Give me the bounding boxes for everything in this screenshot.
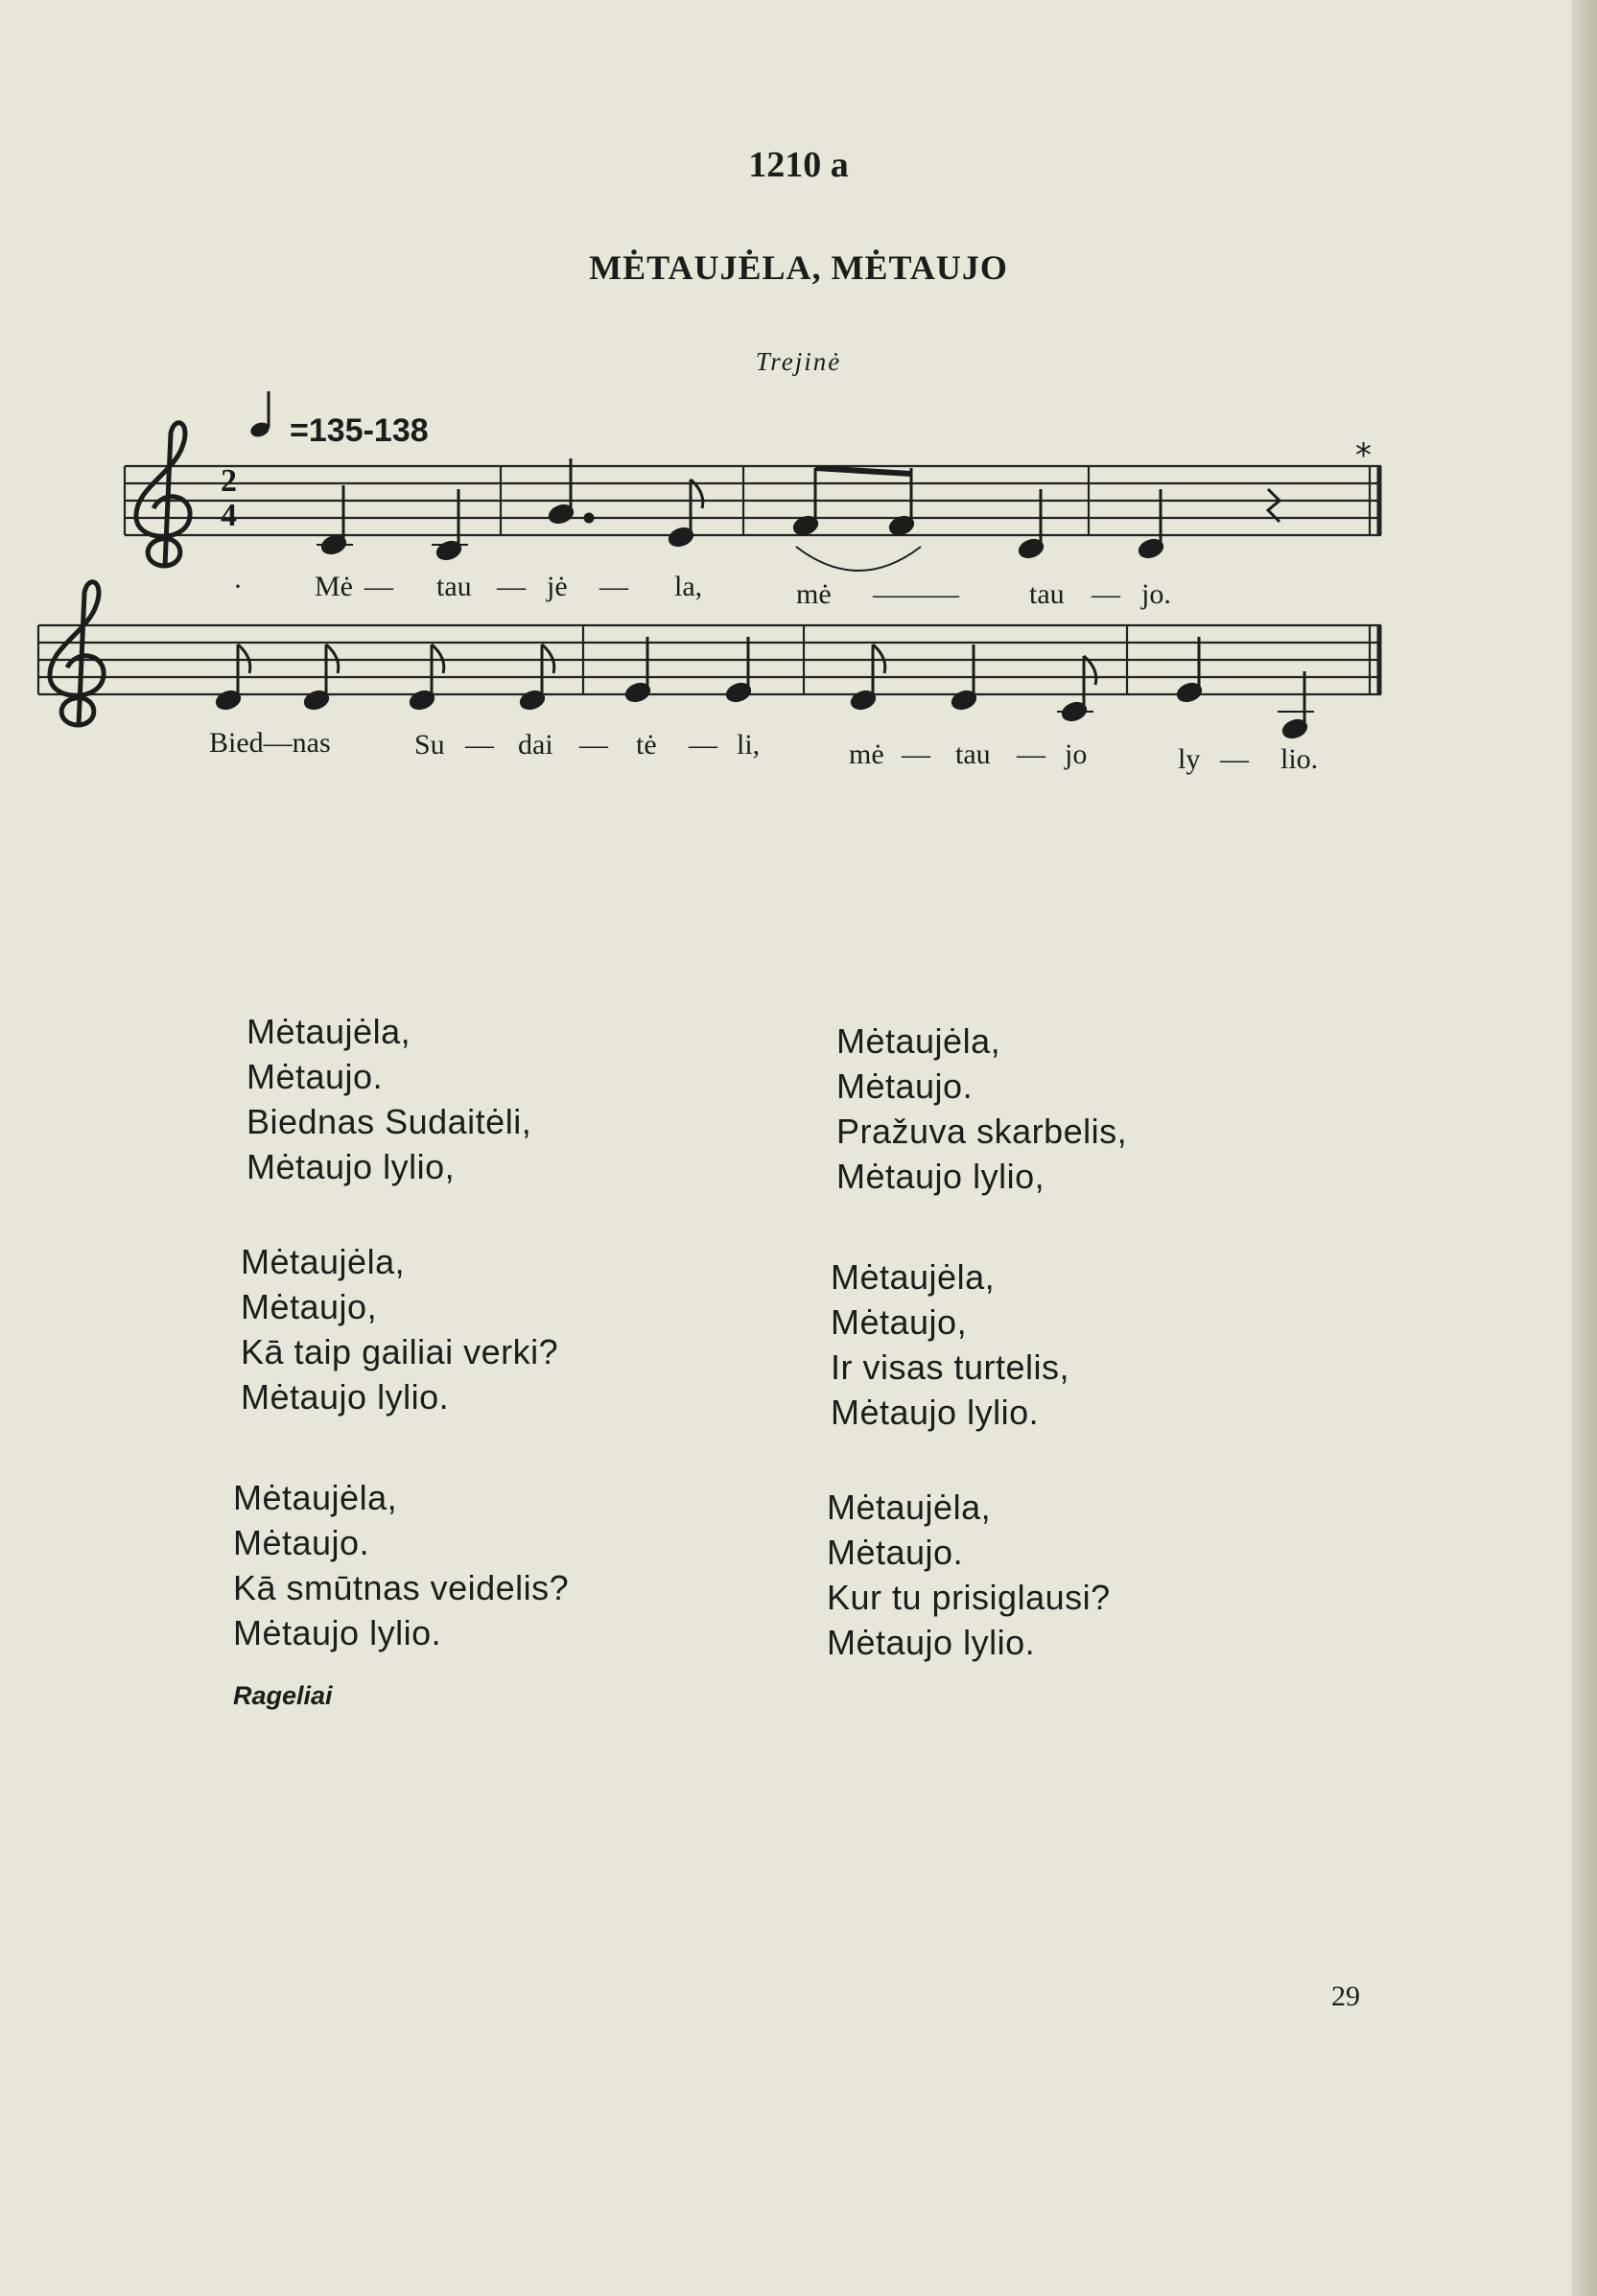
lyric-syllable: — <box>689 729 717 761</box>
lyric-syllable: — <box>902 738 930 770</box>
verse-line: Mėtaujo lylio. <box>241 1377 450 1417</box>
lyric-syllable: ——— <box>873 578 959 610</box>
lyric-syllable: jo <box>1065 738 1088 770</box>
lyric-syllable: Mė <box>315 571 353 602</box>
lyric-syllable: — <box>599 571 628 602</box>
verse-line: Mėtaujo, <box>241 1287 378 1326</box>
music-score <box>0 0 1597 786</box>
verse-right-1 <box>836 1019 1127 1199</box>
treble-clef-icon <box>136 423 190 566</box>
verse-line: Kur tu prisiglausi? <box>827 1578 1111 1617</box>
lyric-syllable: tė <box>636 729 657 761</box>
footnote-mark: * <box>1355 436 1372 475</box>
verse-line: Mėtaujo lylio. <box>827 1623 1036 1662</box>
lyric-syllable: jo. <box>1141 578 1171 610</box>
lyric-syllable: tau <box>436 571 472 602</box>
verse-line: Kā smūtnas veidelis? <box>233 1568 570 1607</box>
lyric-syllable: la, <box>674 571 703 602</box>
verse-left-1 <box>247 1009 531 1189</box>
time-signature-bottom: 4 <box>221 498 237 533</box>
lyric-syllable: li, <box>737 729 761 761</box>
meter-label: Trejinė <box>755 347 842 376</box>
lyric-syllable: jė <box>547 571 568 602</box>
lyric-syllable: — <box>465 729 494 761</box>
treble-clef-icon <box>50 582 104 725</box>
verse-line: Mėtaujėla, <box>233 1478 398 1517</box>
notes-line-2 <box>215 637 1314 740</box>
lyric-syllable: Su <box>414 729 445 761</box>
verse-line: Mėtaujėla, <box>836 1021 1001 1061</box>
lyric-syllable: — <box>497 571 526 602</box>
verse-line: Mėtaujo lylio, <box>836 1157 1045 1196</box>
verse-line: Kā taip gailiai verki? <box>241 1332 559 1371</box>
verse-right-2 <box>831 1254 1069 1435</box>
lyric-syllable: · <box>233 571 243 602</box>
verse-line: Pražuva skarbelis, <box>836 1112 1128 1151</box>
time-signature-top: 2 <box>221 463 237 499</box>
lyric-syllable: — <box>1220 743 1249 775</box>
lyric-syllable: lio. <box>1280 743 1319 775</box>
tempo-marking: =135-138 <box>290 412 429 449</box>
verse-line: Mėtaujo. <box>247 1057 384 1096</box>
verse-line: Mėtaujo. <box>233 1523 370 1562</box>
lyric-syllable: dai <box>518 729 553 761</box>
lyric-syllable: ly <box>1178 743 1201 775</box>
source-village: Rageliai <box>233 1681 333 1710</box>
verse-line: Mėtaujo lylio. <box>233 1613 442 1652</box>
verse-line: Mėtaujėla, <box>831 1257 996 1297</box>
staff-line-1 <box>125 466 1381 535</box>
verse-line: Mėtaujėla, <box>827 1488 992 1527</box>
verse-line: Ir visas turtelis, <box>831 1347 1070 1387</box>
lyric-syllable: — <box>1092 578 1120 610</box>
verse-left-2 <box>241 1239 558 1419</box>
lyric-syllable: mė <box>849 738 884 770</box>
lyric-syllable: Bied—nas <box>209 727 331 759</box>
staff-line-2 <box>38 625 1381 694</box>
verse-line: Mėtaujo. <box>827 1533 964 1572</box>
verse-line: Mėtaujo. <box>836 1066 974 1106</box>
lyric-syllable: — <box>1017 738 1045 770</box>
verse-line: Mėtaujėla, <box>241 1242 406 1281</box>
verse-line: Biednas Sudaitėli, <box>247 1102 532 1141</box>
lyric-syllable: — <box>579 729 608 761</box>
verse-right-3 <box>827 1485 1111 1665</box>
notes-line-1 <box>317 458 1280 571</box>
page-number: 29 <box>1331 1980 1360 2012</box>
verse-line: Mėtaujo lylio, <box>247 1147 456 1186</box>
verse-line: Mėtaujėla, <box>247 1012 411 1051</box>
lyric-syllable: tau <box>1029 578 1065 610</box>
song-number: 1210 a <box>748 145 849 185</box>
lyric-syllable: — <box>364 571 393 602</box>
lyric-syllable: mė <box>796 578 832 610</box>
verse-left-3 <box>233 1475 569 1655</box>
verse-line: Mėtaujo, <box>831 1302 968 1342</box>
lyric-syllable: tau <box>955 738 991 770</box>
song-title: MĖTAUJĖLA, MĖTAUJO <box>589 248 1008 287</box>
verse-line: Mėtaujo lylio. <box>831 1393 1040 1432</box>
